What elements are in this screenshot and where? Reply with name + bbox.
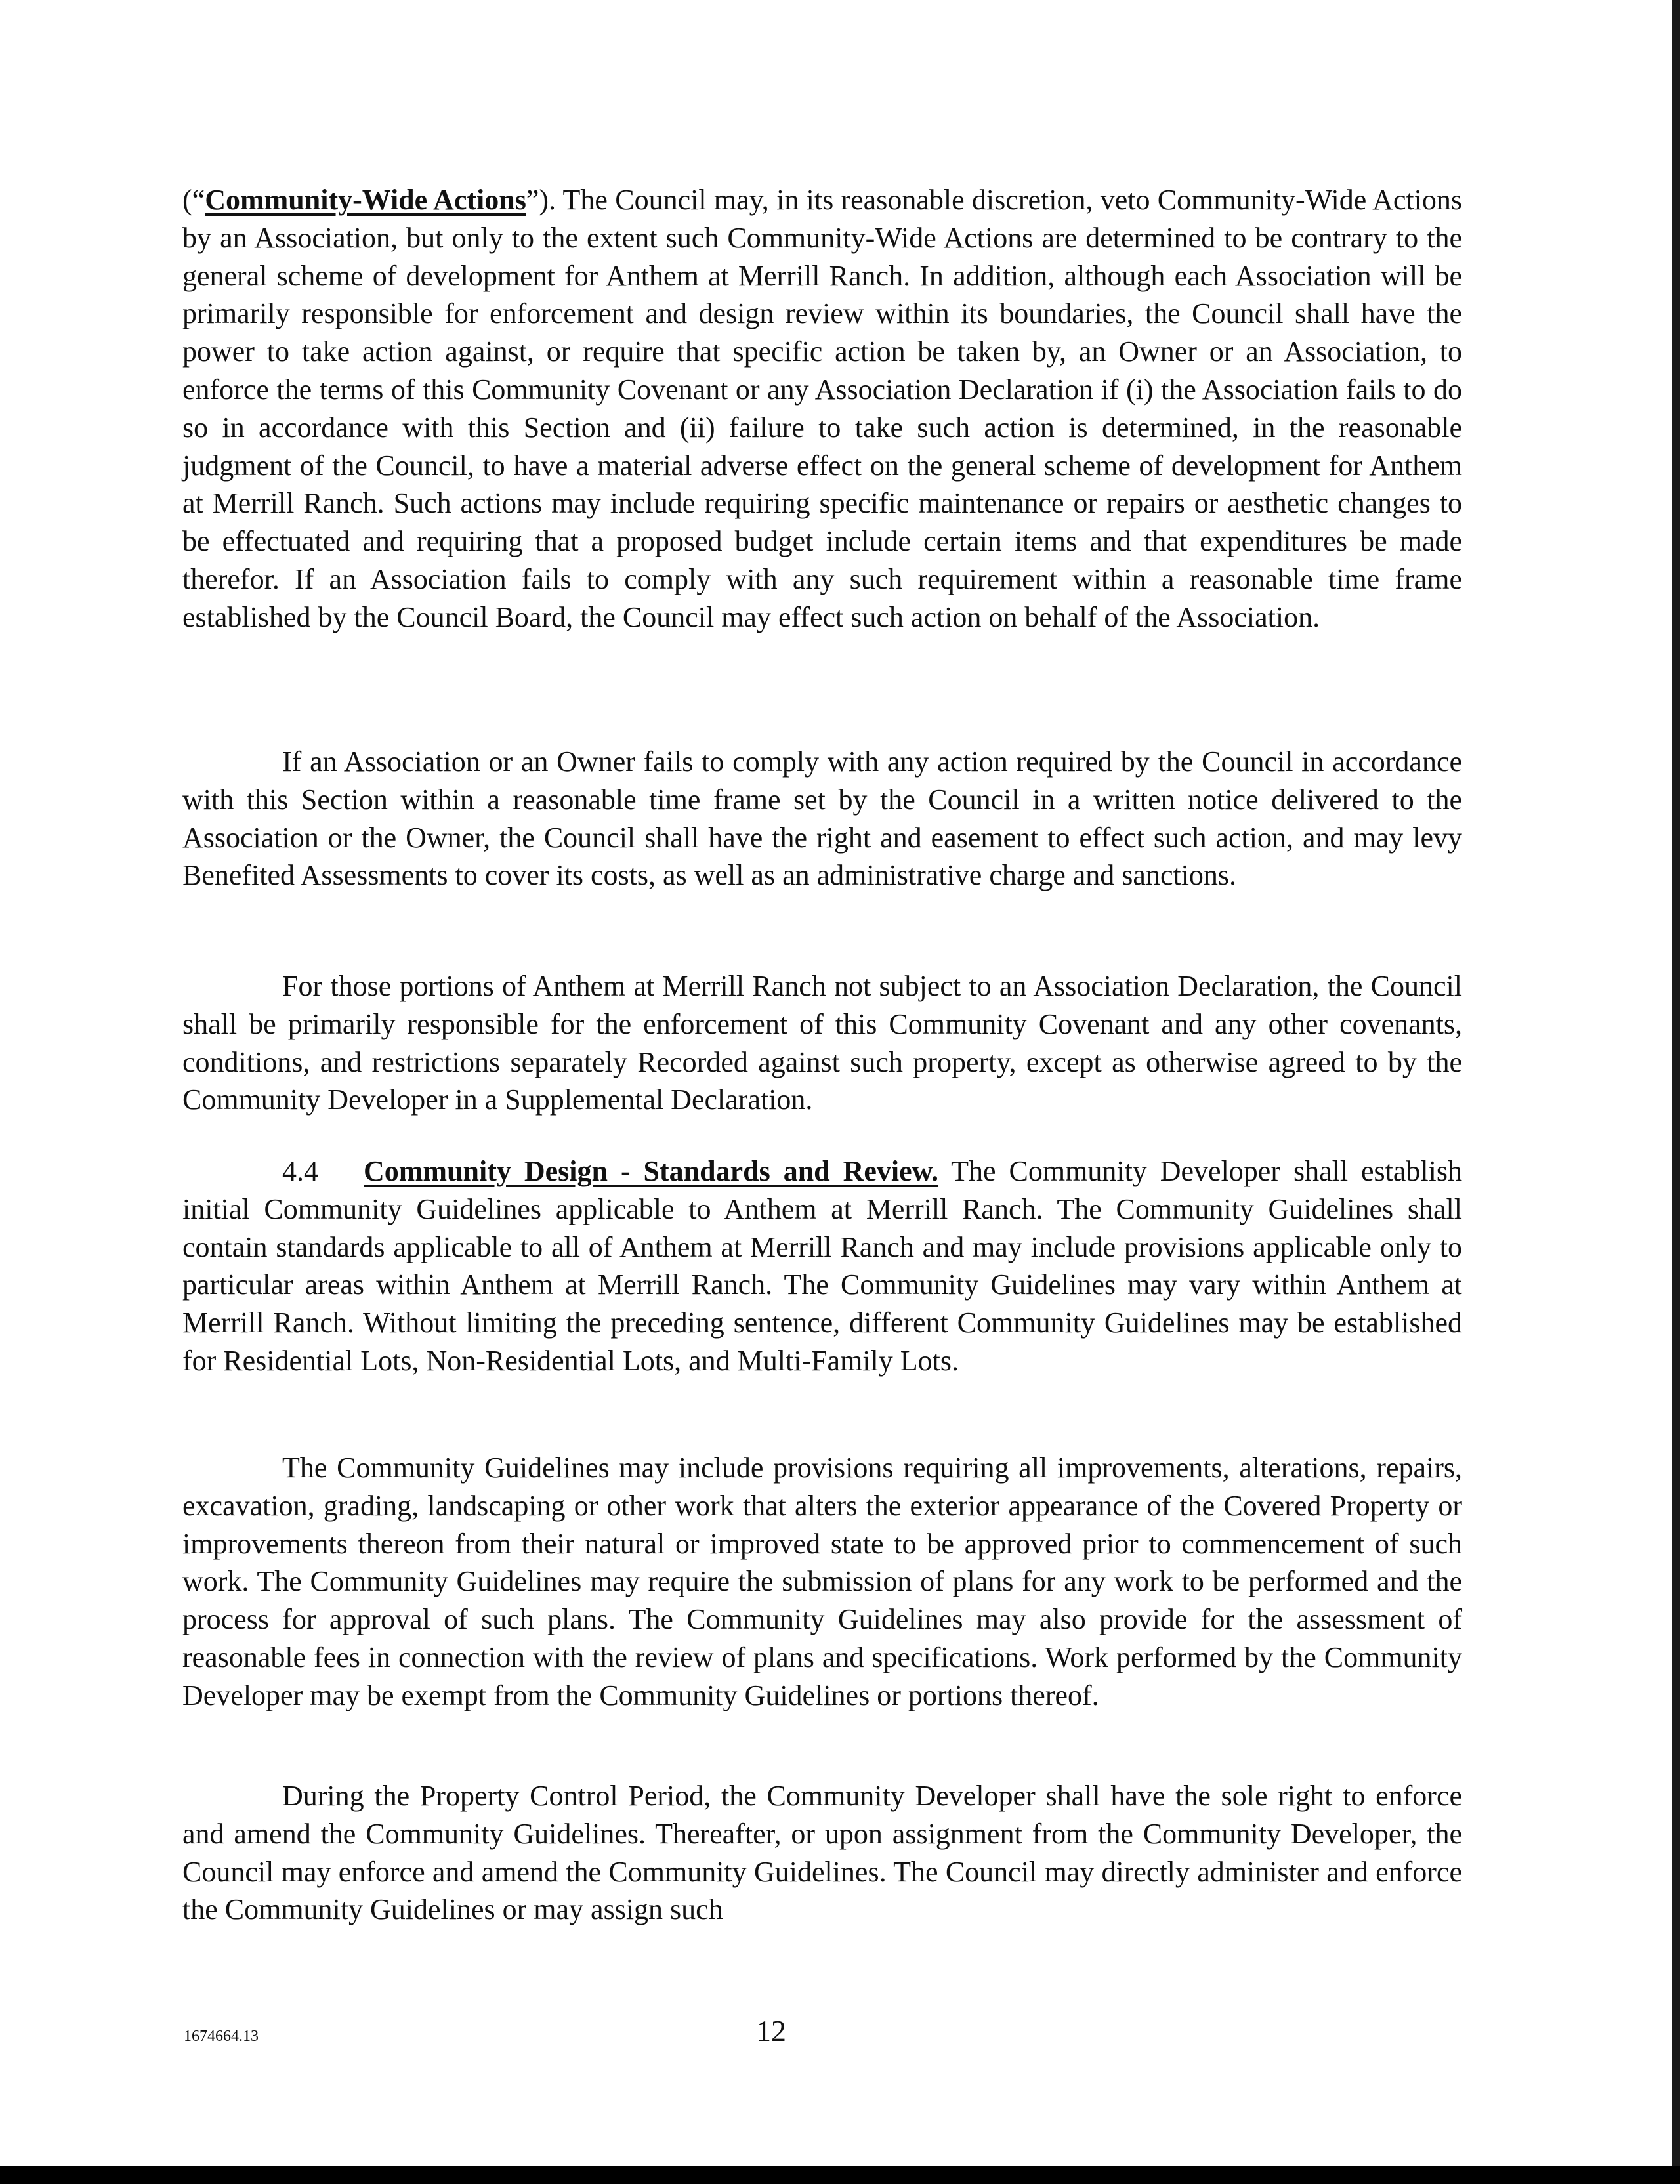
section-body: The Community Developer shall establish initial Community Guidelines applicable to Anthem at Merrill Ranch. The Community Guidelines shall contain standards applicable to all of Anthem at Merrill Ranch and may include provisions applicable only to particular areas within Anthem at Merrill Ranch. The Community Guidelines may vary within Anthem at Merrill Ranch. Without limiting the preceding sentence, different Community Guidelines may be established for Residential Lots, Non-Residential Lots, and Multi-Family Lots.	[182, 1155, 1462, 1377]
section-4-4-community-design	[182, 1152, 1462, 1380]
open-quote: (“	[182, 184, 205, 216]
scan-right-edge	[1667, 0, 1680, 2184]
section-heading: Community Design - Standards and Review.	[364, 1155, 939, 1187]
paragraph-body: The Council may, in its reasonable discretion, veto Community-Wide Actions by an Association, but only to the extent such Community-Wide Actions are determined to be contrary to the general scheme of development for Anthem at Merrill Ranch. In addition, although each Association will be primarily responsible for enforcement and design review within its boundaries, the Council shall have the power to take action against, or require that specific action be taken by, an Owner or an Association, to enforce the terms of this Community Covenant or any Association Declaration if (i) the Association fails to do so in accordance with this Section and (ii) failure to take such action is determined, in the reasonable judgment of the Council, to have a material adverse effect on the general scheme of development for Anthem at Merrill Ranch. Such actions may include requiring specific maintenance or repairs or aesthetic changes to be effectuated and requiring that a proposed budget include certain items and that expenditures be made therefor. If an Association fails to comply with any such requirement within a reasonable time frame established by the Council Board, the Council may effect such action on behalf of the Association.	[182, 184, 1462, 633]
paragraph-portions-not-subject: For those portions of Anthem at Merrill Ranch not subject to an Association Declaration, the Council shall be primarily responsible for the enforcement of this Community Covenant and any other covenants, conditions, and restrictions separately Recorded against such property, except as otherwise agreed to by the Community Developer in a Supplemental Declaration.	[182, 970, 1462, 1116]
paragraph-community-wide-actions	[182, 181, 1462, 637]
footer-page-number: 12	[756, 2014, 786, 2048]
paragraph-guidelines-provisions: The Community Guidelines may include provisions requiring all improvements, alterations, repairs, excavation, grading, landscaping or other work that alters the exterior appearance of the Covered Property or improvements thereon from their natural or improved state to be approved prior to commencement of such work. The Community Guidelines may require the submission of plans for any work to be performed and the process for approval of such plans. The Community Guidelines may also provide for the assessment of reasonable fees in connection with the review of plans and specifications. Work performed by the Community Developer may be exempt from the Community Guidelines or portions thereof.	[182, 1452, 1462, 1712]
footer-document-number: 1674664.13	[184, 2028, 259, 2045]
defined-term-community-wide-actions: Community-Wide Actions	[205, 184, 526, 216]
paragraph-association-noncompliance: If an Association or an Owner fails to comply with any action required by the Council in accordance with this Section within a reasonable time frame set by the Council in a written notice delivered to the Association or the Owner, the Council shall have the right and easement to effect such action, and may levy Benefited Assessments to cover its costs, as well as an administrative charge and sanctions.	[182, 746, 1462, 892]
close-quote: ”).	[526, 184, 556, 216]
paragraph-property-control-period: During the Property Control Period, the Community Developer shall have the sole right to enforce and amend the Community Guidelines. Thereafter, or upon assignment from the Community Developer, the Council may enforce and amend the Community Guidelines. The Council may directly administer and enforce the Community Guidelines or may assign such	[182, 1780, 1462, 1926]
section-number: 4.4	[282, 1155, 318, 1187]
scan-bottom-edge	[0, 2166, 1680, 2184]
